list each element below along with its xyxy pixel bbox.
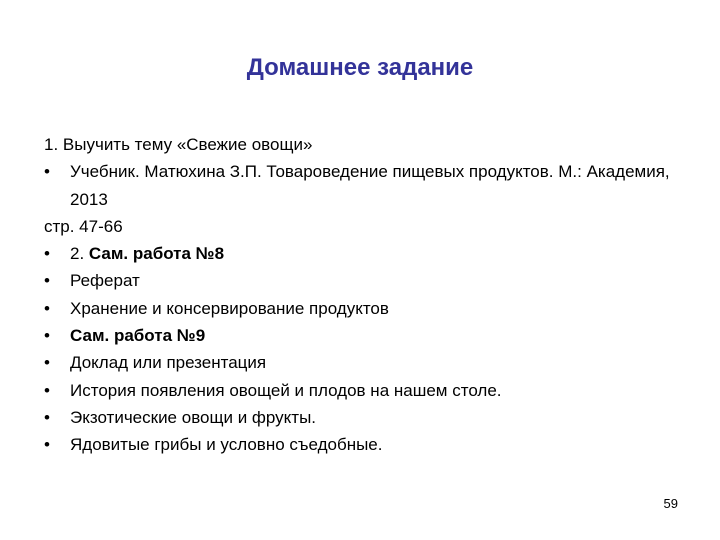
bullet-icon: • xyxy=(44,407,50,427)
list-item-text: Ядовитые грибы и условно съедобные. xyxy=(70,435,383,455)
list-item-text: Экзотические овощи и фрукты. xyxy=(70,407,317,427)
list-item xyxy=(44,240,704,267)
bullet-icon: • xyxy=(44,244,50,264)
list-item xyxy=(44,377,704,404)
list-item xyxy=(44,349,704,376)
bullet-icon: • xyxy=(44,298,50,318)
slide-title: Домашнее задание xyxy=(246,54,474,81)
list-item-text: Реферат xyxy=(70,271,140,291)
list-item xyxy=(44,431,704,458)
list-item-text: Доклад или презентация xyxy=(70,353,267,373)
list-item-text: Хранение и консервирование продуктов xyxy=(70,298,389,318)
list-item xyxy=(44,267,704,294)
bullet-icon: • xyxy=(44,326,50,346)
pages-line: стр. 47-66 xyxy=(44,216,123,236)
assignment-9-label: Сам. работа №9 xyxy=(70,326,206,346)
list-item-text xyxy=(70,240,224,267)
list-item xyxy=(44,295,704,322)
list-item xyxy=(44,322,704,349)
bullet-icon: • xyxy=(44,162,50,182)
list-item-textbook xyxy=(44,158,704,213)
assignment-8-label: Сам. работа №8 xyxy=(88,244,225,264)
slide-content xyxy=(44,131,704,459)
intro-line: 1. Выучить тему «Свежие овощи» xyxy=(44,135,313,154)
page-number: 59 xyxy=(663,496,678,511)
bullet-icon: • xyxy=(44,380,50,400)
textbook-text: Учебник. Матюхина З.П. Товароведение пищевых продуктов. М.: Академия, 2013 xyxy=(70,162,670,209)
list-item xyxy=(44,404,704,431)
bullet-icon: • xyxy=(44,435,50,455)
list-item-prefix: 2. xyxy=(70,244,89,264)
bullet-icon: • xyxy=(44,353,50,373)
bullet-icon: • xyxy=(44,271,50,291)
list-item-text: История появления овощей и плодов на нашем столе. xyxy=(70,380,502,400)
